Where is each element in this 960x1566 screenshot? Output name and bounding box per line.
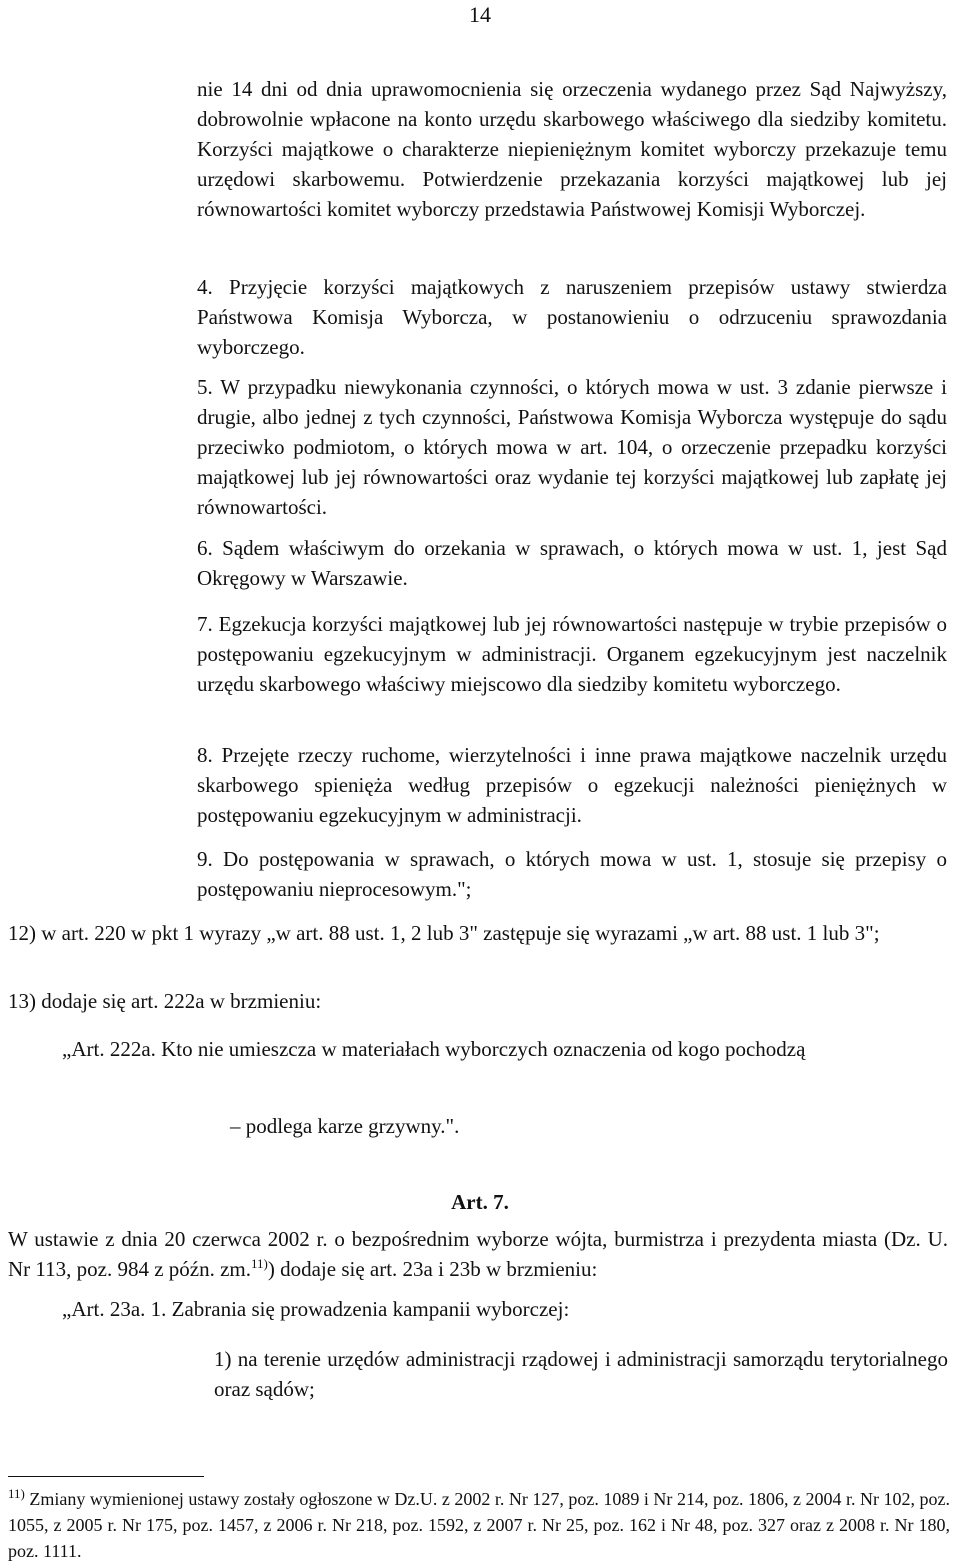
art-23a-item-1: 1) na terenie urzędów administracji rządowej i administracji samorządu terytorialnego oraz sądów; — [214, 1347, 948, 1401]
item-text: W przypadku niewykonania czynności, o których mowa w ust. 3 zdanie pierwsze i drugie, albo jednej z tych czynności, Państwowa Komisja Wyborcza występuje do sądu przeciwko podmiotom, o których mowa w art. 104, o orzeczenie przepadku korzyści majątkowej lub jej równowartości oraz wydanie tej korzyści majątkowej lub zapłatę jej równowartości. — [197, 375, 948, 519]
article-7-text — [8, 1224, 948, 1284]
point-13: 13) dodaje się art. 222a w brzmieniu: — [8, 989, 322, 1013]
point-12: 12) w art. 220 w pkt 1 wyrazy „w art. 88 ust. 1, 2 lub 3" zastępuje się wyrazami „w art. 88 ust. 1 lub 3"; — [8, 921, 880, 945]
item-number: 6. — [197, 536, 213, 560]
item-number: 9. — [197, 847, 213, 871]
penalty-clause: – podlega karze grzywny.". — [230, 1114, 460, 1138]
article-7-text-a: W ustawie z dnia 20 czerwca 2002 r. o bezpośrednim wyborze wójta, burmistrza i prezydenta miasta (Dz. U. Nr 113, poz. 984 z późn. zm. — [8, 1227, 948, 1281]
footnote-reference: 11) — [251, 1256, 268, 1271]
item-5 — [197, 372, 947, 522]
item-number: 8. — [197, 743, 213, 767]
art-23a: „Art. 23a. 1. Zabrania się prowadzenia kampanii wyborczej: — [62, 1297, 570, 1321]
footnote-text: Zmiany wymienionej ustawy zostały ogłoszone w Dz.U. z 2002 r. Nr 127, poz. 1089 i Nr 214, poz. 1806, z 2004 r. Nr 102, poz. 1055, z 2005 r. Nr 175, poz. 1457, z 2006 r. Nr 218, poz. 1592, z 2007 r. Nr 25, poz. 162 i Nr 48, poz. 327 oraz z 2008 r. Nr 180, poz. 1111. — [8, 1489, 950, 1561]
item-text: Egzekucja korzyści majątkowej lub jej równowartości następuje w trybie przepisów o postępowaniu egzekucyjnym w administracji. Organem egzekucyjnym jest naczelnik urzędu skarbowego właściwy miejscowo dla siedziby komitetu wyborczego. — [197, 612, 948, 696]
page-number: 14 — [469, 2, 491, 27]
footnote-rule — [8, 1476, 204, 1477]
item-text: Do postępowania w sprawach, o których mowa w ust. 1, stosuje się przepisy o postępowaniu nieprocesowym."; — [197, 847, 947, 901]
continuation-paragraph: nie 14 dni od dnia uprawomocnienia się orzeczenia wydanego przez Sąd Najwyższy, dobrowolnie wpłacone na konto urzędu skarbowego właściwego dla siedziby komitetu. Korzyści majątkowe o charakterze niepieniężnym komitet wyborczy przekazuje temu urzędowi skarbowemu. Potwierdzenie przekazania korzyści majątkowej lub jej równowartości komitet wyborczy przedstawia Państwowej Komisji Wyborczej. — [197, 77, 947, 221]
item-number: 5. — [197, 375, 213, 399]
item-6 — [197, 533, 947, 593]
item-7 — [197, 609, 947, 699]
art-222a: „Art. 222a. Kto nie umieszcza w materiałach wyborczych oznaczenia od kogo pochodzą — [62, 1037, 806, 1061]
footnote-mark: 11) — [8, 1486, 25, 1501]
item-text: Sądem właściwym do orzekania w sprawach, o których mowa w ust. 1, jest Sąd Okręgowy w Warszawie. — [197, 536, 947, 590]
item-number: 7. — [197, 612, 213, 636]
item-text: Przejęte rzeczy ruchome, wierzytelności i inne prawa majątkowe naczelnik urzędu skarbowego spienięża według przepisów o egzekucji należności pieniężnych w postępowaniu egzekucyjnym w administracji. — [197, 743, 947, 827]
item-text: Przyjęcie korzyści majątkowych z naruszeniem przepisów ustawy stwierdza Państwowa Komisja Wyborcza, w postanowieniu o odrzuceniu sprawozdania wyborczego. — [197, 275, 948, 359]
article-7-text-b: ) dodaje się art. 23a i 23b w brzmieniu: — [267, 1257, 598, 1281]
item-8 — [197, 740, 947, 830]
article-7-heading: Art. 7. — [451, 1190, 509, 1214]
item-number: 4. — [197, 275, 213, 299]
footnote — [8, 1486, 950, 1564]
item-9 — [197, 844, 947, 904]
item-4 — [197, 272, 947, 362]
